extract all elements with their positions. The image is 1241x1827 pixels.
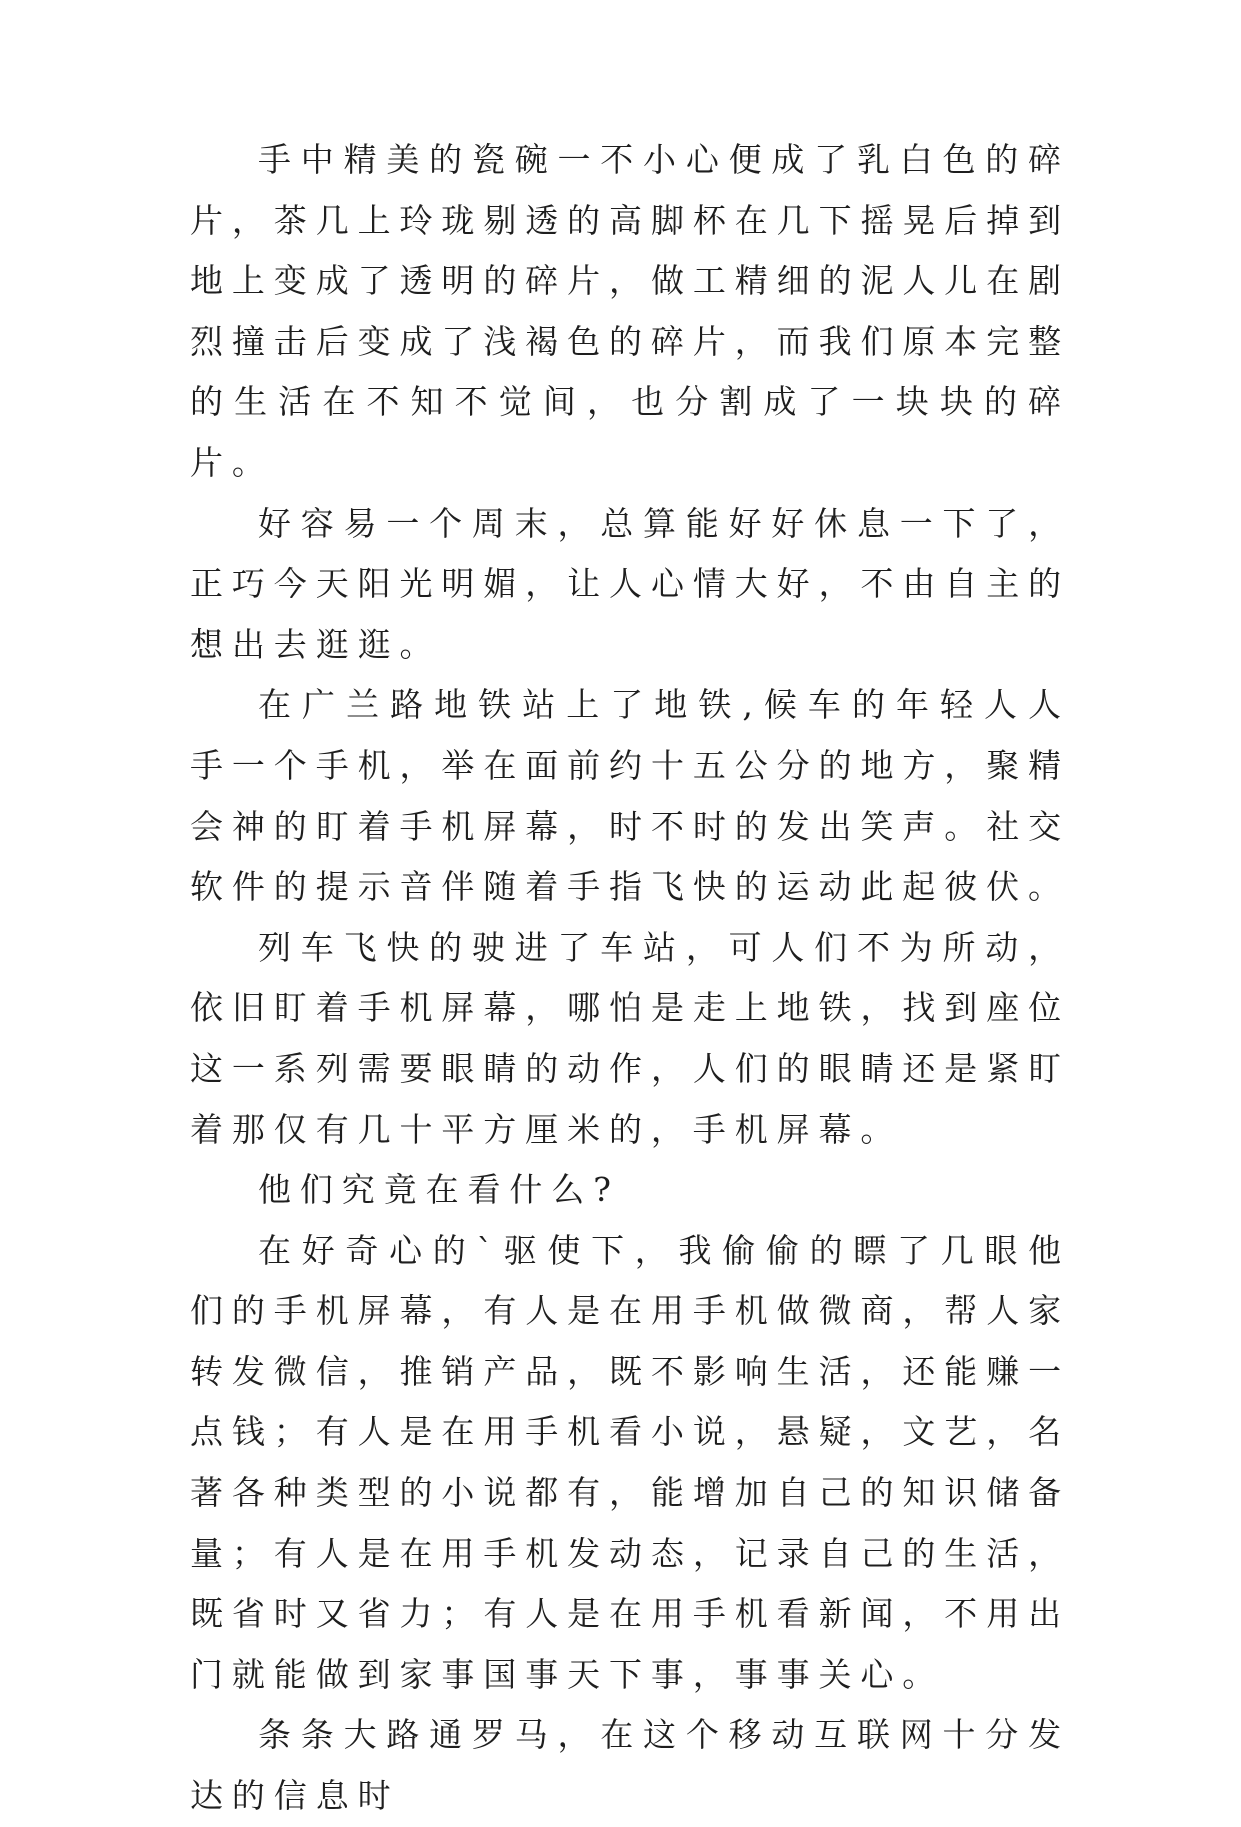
paragraph: 手中精美的瓷碗一不小心便成了乳白色的碎片，茶几上玲珑剔透的高脚杯在几下摇晃后掉到地上变成了透明的碎片，做工精细的泥人儿在剧烈撞击后变成了浅褐色的碎片，而我们原本完整的生活在不知不觉间，也分割成了一块块的碎片。 [190, 140, 1070, 482]
paragraph: 好容易一个周末，总算能好好休息一下了，正巧今天阳光明媚，让人心情大好，不由自主的想出去逛逛。 [190, 503, 1070, 664]
paragraph: 在好奇心的`驱使下，我偷偷的瞟了几眼他们的手机屏幕，有人是在用手机做微商，帮人家转发微信，推销产品，既不影响生活，还能赚一点钱；有人是在用手机看小说，悬疑，文艺，名著各种类型的小说都有，能增加自己的知识储备量；有人是在用手机发动态，记录自己的生活，既省时又省力；有人是在用手机看新闻，不用出门就能做到家事国事天下事，事事关心。 [190, 1230, 1070, 1694]
paragraph: 条条大路通罗马，在这个移动互联网十分发达的信息时 [190, 1715, 1070, 1816]
paragraph: 在广兰路地铁站上了地铁,候车的年轻人人手一个手机，举在面前约十五公分的地方，聚精会神的盯着手机屏幕，时不时的发出笑声。社交软件的提示音伴随着手指飞快的运动此起彼伏。 [190, 685, 1070, 907]
paragraph: 列车飞快的驶进了车站，可人们不为所动，依旧盯着手机屏幕，哪怕是走上地铁，找到座位这一系列需要眼睛的动作，人们的眼睛还是紧盯着那仅有几十平方厘米的，手机屏幕。 [190, 927, 1070, 1149]
paragraph: 他们究竟在看什么? [258, 1170, 620, 1210]
document-body [190, 130, 1070, 1827]
